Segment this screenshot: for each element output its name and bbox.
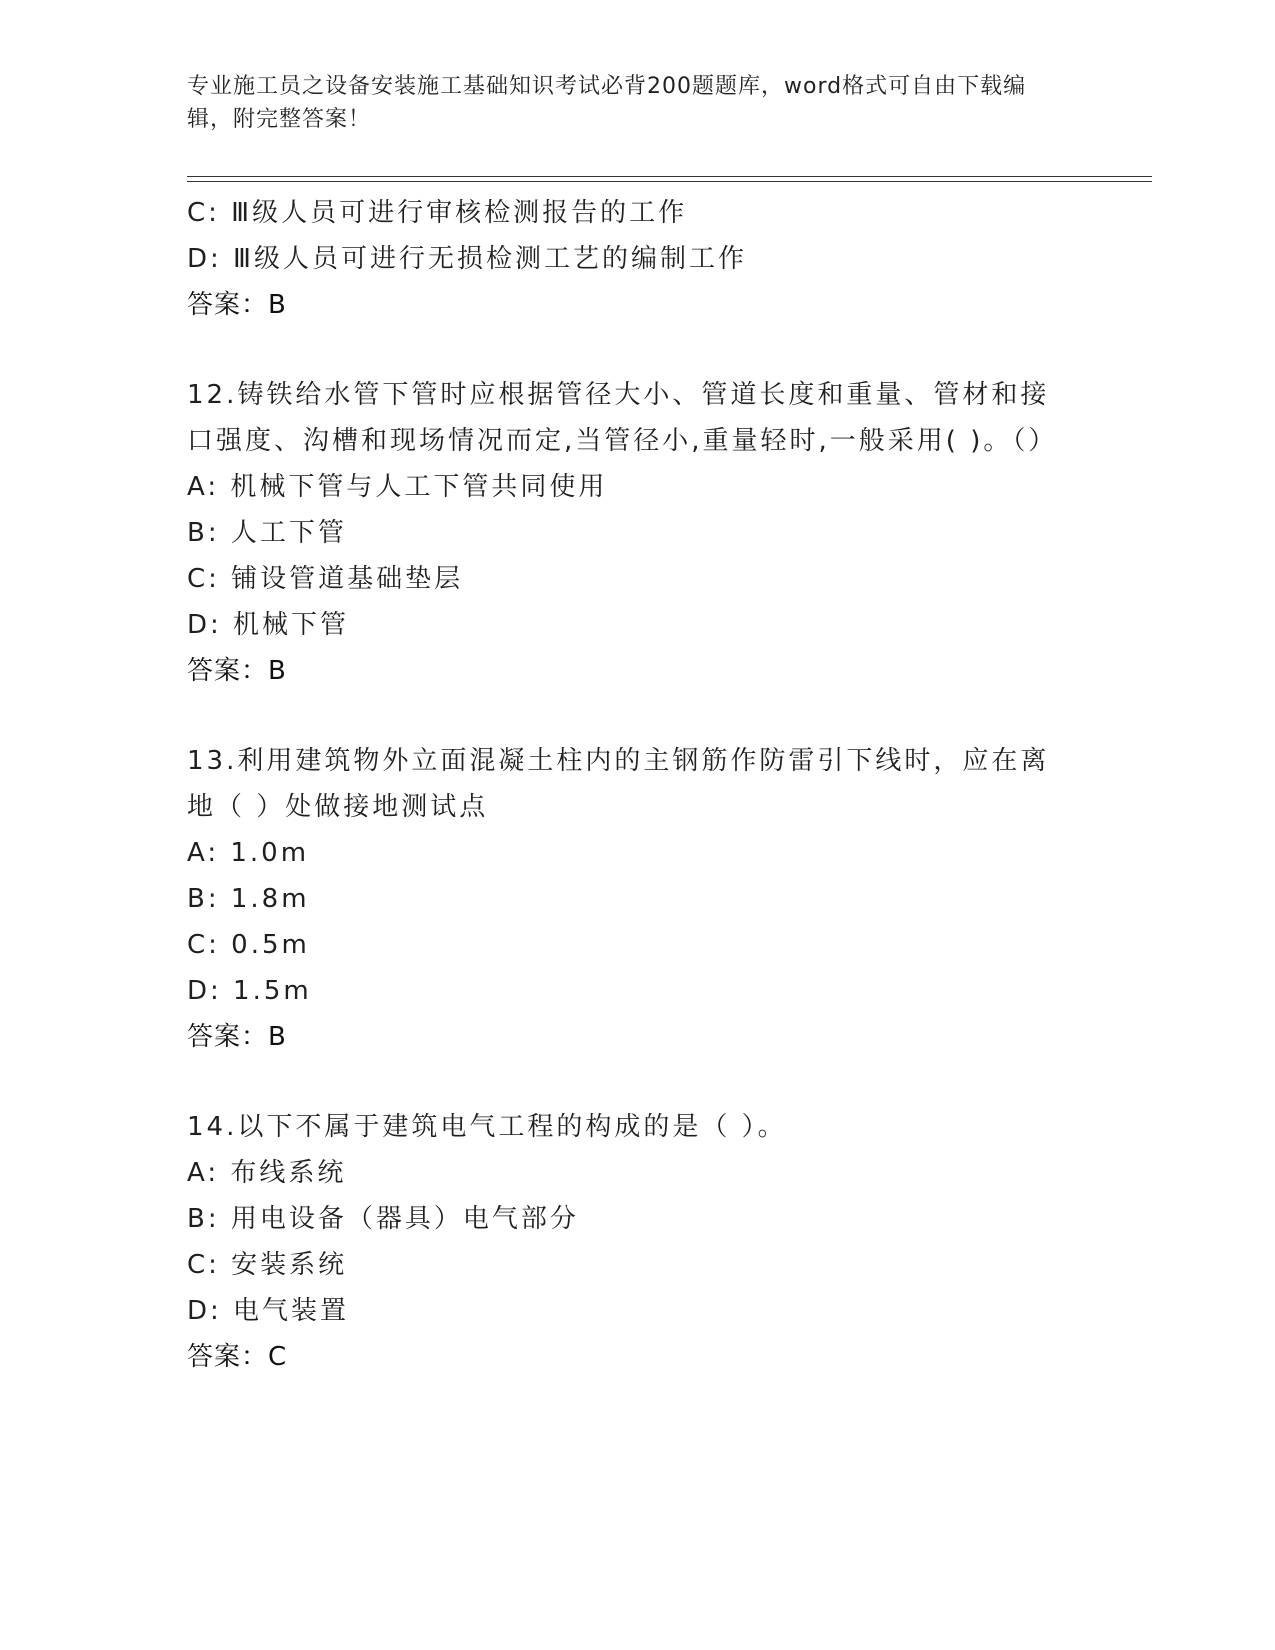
answer-label: 答案：B (187, 656, 287, 686)
header-divider-bottom (187, 181, 1152, 182)
question-text: 12.铸铁给水管下管时应根据管径大小、管道长度和重量、管材和接口强度、沟槽和现场情况而定,当管径小,重量轻时,一般采用( )。（） (187, 380, 1058, 456)
option-a: A: 机械下管与人工下管共同使用 (187, 472, 608, 502)
option-d: D: Ⅲ级人员可进行无损检测工艺的编制工作 (187, 244, 747, 274)
question-12 (187, 372, 1087, 694)
question-text: 13.利用建筑物外立面混凝土柱内的主钢筋作防雷引下线时，应在离地（ ）处做接地测试点 (187, 746, 1050, 822)
document-header-title: 专业施工员之设备安装施工基础知识考试必背200题题库，word格式可自由下载编辑，附完整答案！ (187, 74, 1027, 132)
answer-label: 答案：B (187, 1022, 287, 1052)
spacer (187, 1060, 1087, 1104)
option-c: C: 铺设管道基础垫层 (187, 564, 464, 594)
header-divider-top (187, 176, 1152, 177)
option-b: B: 1.8m (187, 884, 310, 914)
answer-label: 答案：B (187, 290, 287, 320)
option-d: D: 电气装置 (187, 1296, 350, 1326)
option-a: A: 1.0m (187, 838, 310, 868)
spacer (187, 694, 1087, 738)
option-b: B: 用电设备（器具）电气部分 (187, 1204, 579, 1234)
question-content (187, 190, 1087, 1380)
option-c: C: 0.5m (187, 930, 310, 960)
option-b: B: 人工下管 (187, 518, 347, 548)
option-a: A: 布线系统 (187, 1158, 347, 1188)
option-c: C: 安装系统 (187, 1250, 348, 1280)
question-text: 14.以下不属于建筑电气工程的构成的是（ ）。 (187, 1112, 787, 1142)
question-14 (187, 1104, 1087, 1380)
option-c: C: Ⅲ级人员可进行审核检测报告的工作 (187, 198, 688, 228)
spacer (187, 328, 1087, 372)
option-d: D: 1.5m (187, 976, 312, 1006)
question-13 (187, 738, 1087, 1060)
option-d: D: 机械下管 (187, 610, 350, 640)
answer-label: 答案：C (187, 1342, 288, 1372)
question-fragment-11 (187, 190, 1087, 328)
